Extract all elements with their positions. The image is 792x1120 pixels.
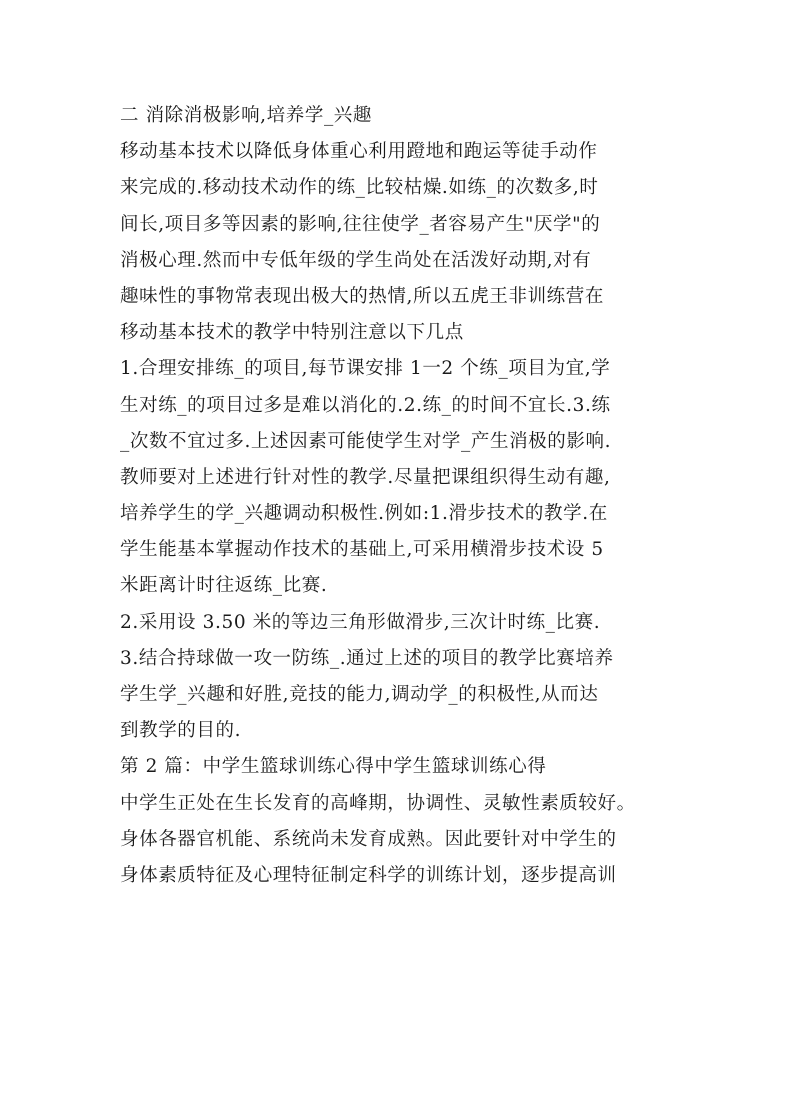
section-heading: 二 消除消极影响,培养学_兴趣	[120, 105, 373, 126]
text-line: 生对练_的项目过多是难以消化的.2.练_的时间不宜长.3.练	[120, 394, 611, 416]
text-line: 身体各器官机能、系统尚未发育成熟。因此要针对中学生的	[120, 828, 617, 850]
article-heading: 第 2 篇：中学生篮球训练心得中学生篮球训练心得	[120, 756, 547, 778]
text-line: _次数不宜过多.上述因素可能使学生对学_产生消极的影响.	[120, 430, 612, 452]
text-line: 来完成的.移动技术动作的练_比较枯燥.如练_的次数多,时	[120, 177, 599, 199]
text-line: 身体素质特征及心理特征制定科学的训练计划，逐步提高训	[120, 864, 617, 886]
text-line: 3.结合持球做一攻一防练_.通过上述的项目的教学比赛培养	[120, 647, 614, 669]
text-line: 1.合理安排练_的项目,每节课安排 1一2 个练_项目为宜,学	[120, 358, 611, 380]
text-line: 间长,项目多等因素的影响,往往使学_者容易产生"厌学"的	[120, 213, 601, 235]
text-line: 2.采用设 3.50 米的等边三角形做滑步,三次计时练_比赛.	[120, 611, 601, 633]
text-line: 到教学的目的.	[120, 720, 242, 742]
text-line: 米距离计时往返练_比赛.	[120, 575, 328, 597]
text-line: 移动基本技术以降低身体重心利用蹬地和跑运等徒手动作	[120, 141, 598, 163]
text-line: 移动基本技术的教学中特别注意以下几点	[120, 322, 464, 344]
text-line: 学生能基本掌握动作技术的基础上,可采用横滑步技术设 5	[120, 539, 604, 561]
text-line: 趣味性的事物常表现出极大的热情,所以五虎王非训练营在	[120, 285, 604, 307]
text-line: 学生学_兴趣和好胜,竞技的能力,调动学_的积极性,从而达	[120, 684, 599, 705]
text-line: 教师要对上述进行针对性的教学.尽量把课组织得生动有趣,	[120, 466, 611, 488]
text-line: 培养学生的学_兴趣调动积极性.例如:1.滑步技术的教学.在	[120, 503, 608, 525]
text-line: 中学生正处在生长发育的高峰期，协调性、灵敏性素质较好。	[120, 792, 636, 814]
text-line: 消极心理.然而中专低年级的学生尚处在活泼好动期,对有	[120, 249, 592, 271]
document-body	[120, 98, 675, 894]
